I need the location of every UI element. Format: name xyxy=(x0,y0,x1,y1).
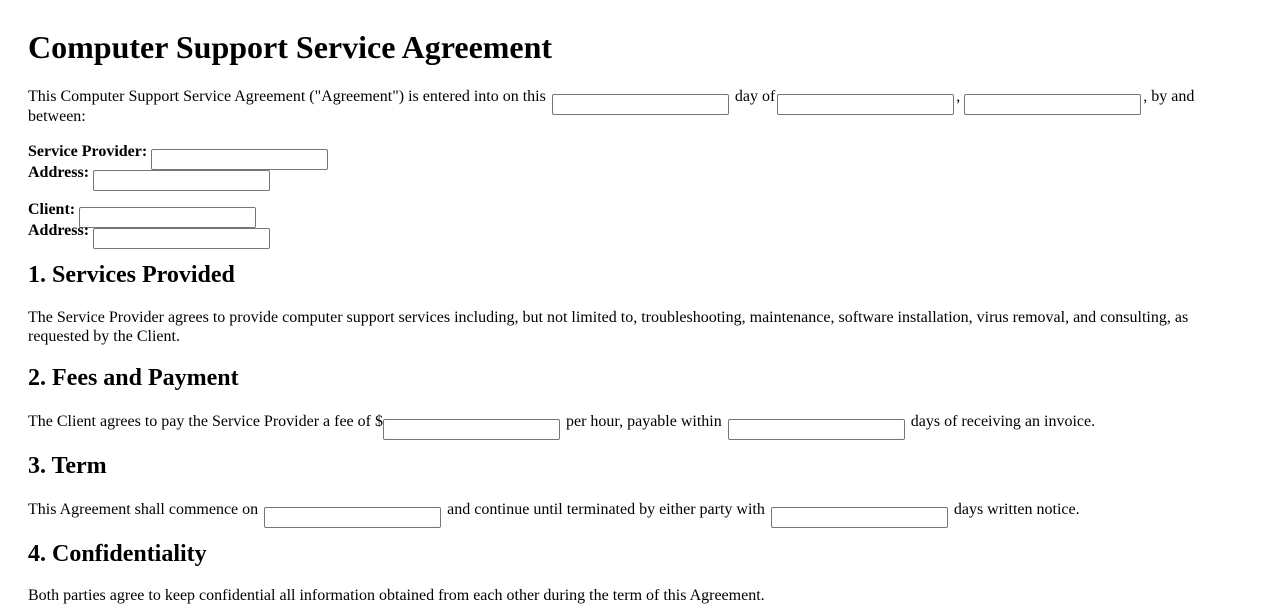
provider-address-row xyxy=(28,162,272,191)
invoice-text: days of receiving an invoice. xyxy=(910,413,1096,430)
term-heading: 3. Term xyxy=(28,453,107,479)
term-line xyxy=(28,499,1080,528)
notice-text: days written notice. xyxy=(953,501,1080,518)
services-text: The Service Provider agrees to provide computer support services including, but not limited to, troubleshooting, maintenance, software installation, virus removal, and consulting, as requested by the Client. xyxy=(28,309,1189,345)
confidentiality-text: Both parties agree to keep confidential all information obtained from each other during the term of this Agreement. xyxy=(28,587,765,604)
term-text: This Agreement shall commence on xyxy=(28,501,259,518)
comma-text: , xyxy=(956,88,961,105)
client-address-label: Address: xyxy=(28,222,90,239)
provider-address-label: Address: xyxy=(28,164,90,181)
agreement-month-input[interactable] xyxy=(777,94,954,115)
notice-days-input[interactable] xyxy=(771,507,948,528)
provider-address-input[interactable] xyxy=(93,170,270,191)
confidentiality-heading: 4. Confidentiality xyxy=(28,541,207,567)
start-date-input[interactable] xyxy=(264,507,441,528)
services-heading: 1. Services Provided xyxy=(28,262,235,288)
by-and-text: , by and xyxy=(1143,88,1195,105)
per-hour-text: per hour, payable within xyxy=(565,413,722,430)
continue-text: and continue until terminated by either party with xyxy=(447,501,765,518)
fees-heading: 2. Fees and Payment xyxy=(28,365,239,391)
payment-days-input[interactable] xyxy=(728,419,905,440)
agreement-day-input[interactable] xyxy=(552,94,729,115)
client-address-row xyxy=(28,220,272,249)
intro-line-2 xyxy=(28,106,86,127)
page-title: Computer Support Service Agreement xyxy=(28,29,553,65)
day-of-text: day of xyxy=(734,88,776,105)
intro-text: This Computer Support Service Agreement ("Agreement") is entered into on this xyxy=(28,88,546,105)
fees-text: The Client agrees to pay the Service Provider a fee of $ xyxy=(28,413,383,430)
client-address-input[interactable] xyxy=(93,228,270,249)
intro-line xyxy=(28,86,1194,115)
hourly-fee-input[interactable] xyxy=(383,419,560,440)
between-text: between: xyxy=(28,108,86,125)
provider-name-label: Service Provider: xyxy=(28,143,148,160)
client-name-label: Client: xyxy=(28,201,76,218)
agreement-year-input[interactable] xyxy=(964,94,1141,115)
fees-line xyxy=(28,411,1095,440)
